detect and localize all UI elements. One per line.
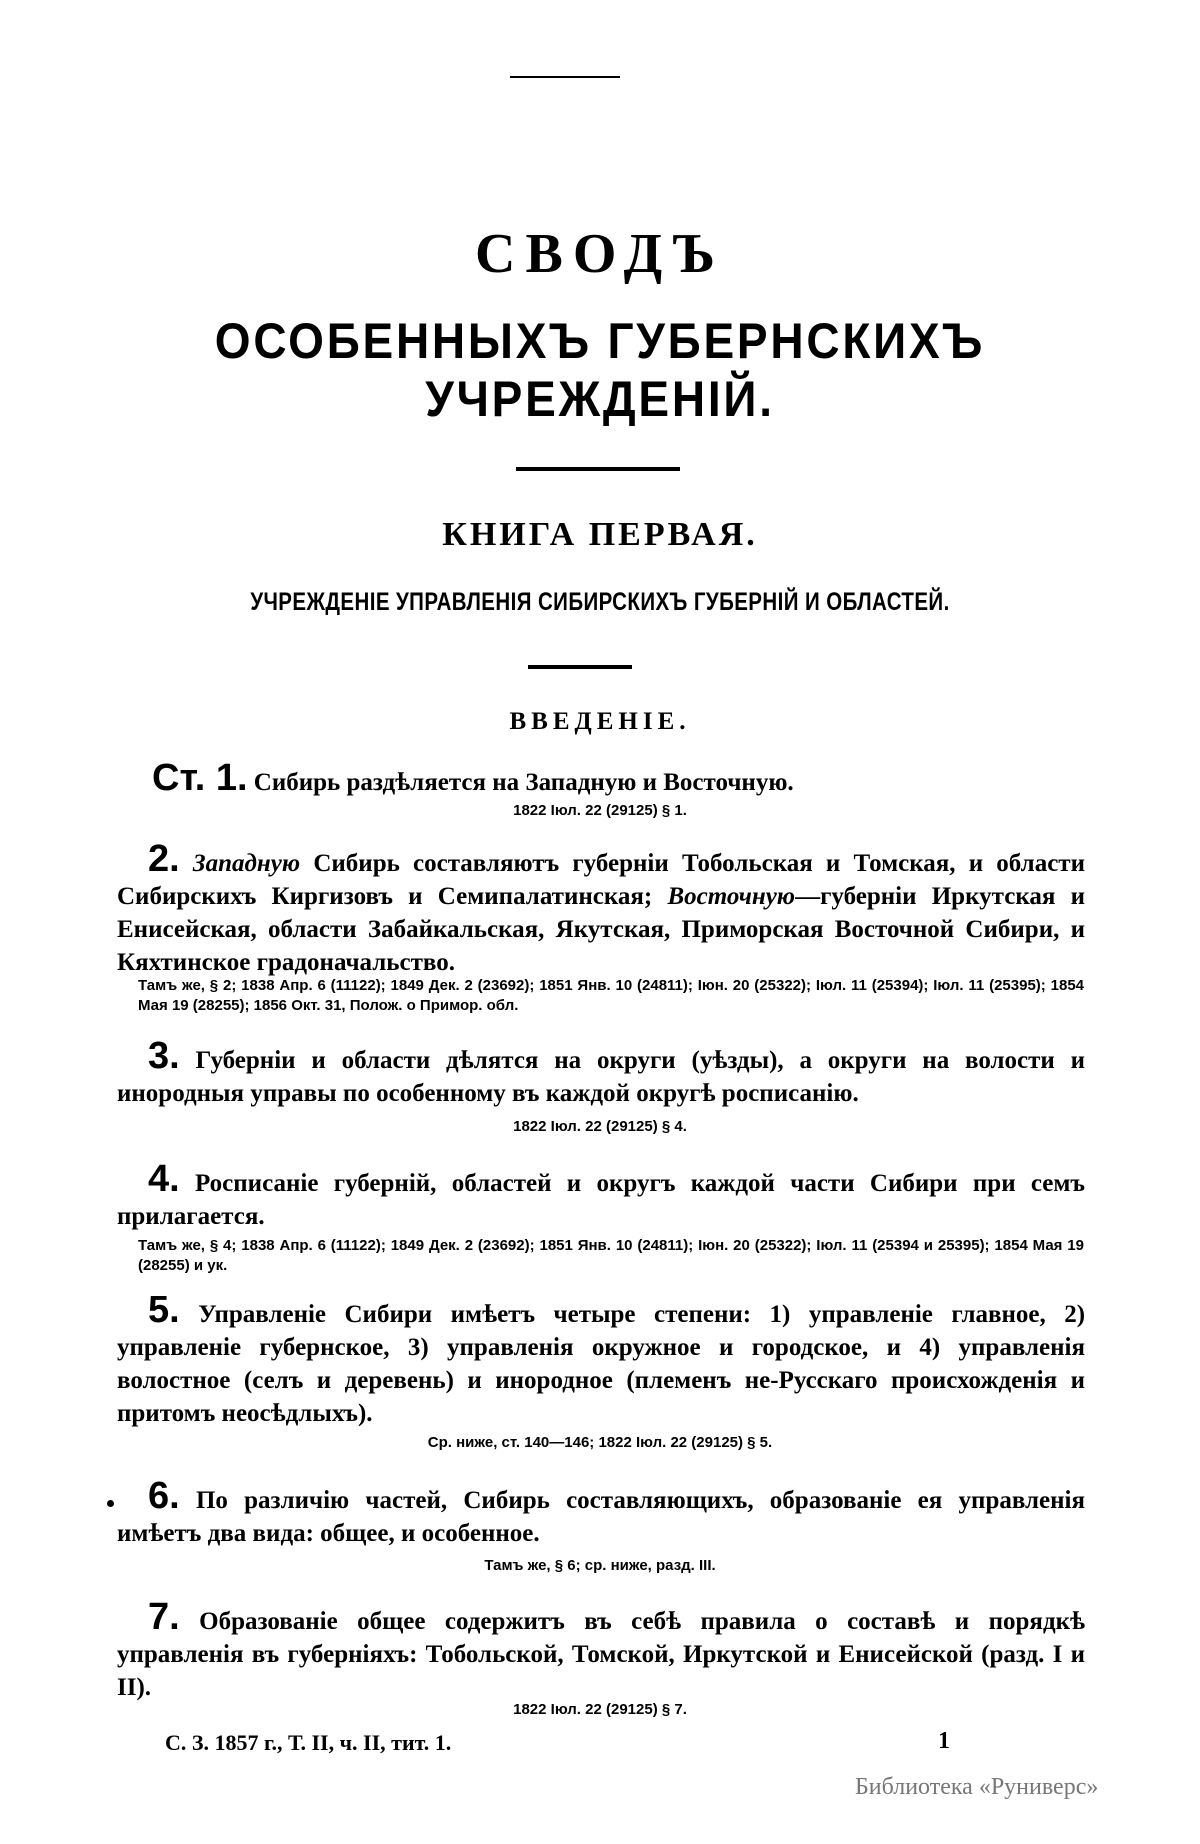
article-6 xyxy=(117,1475,1086,1550)
article-number: 6. xyxy=(148,1475,180,1517)
article-4 xyxy=(117,1158,1086,1233)
article-text: Сибирь раздѣляется на Западную и Восточную. xyxy=(253,769,794,796)
article-text: Губерніи и области дѣлятся на округи (уѣзды), а округи на волости и инородныя управы по особенному въ каждой округѣ росписанію. xyxy=(117,1047,1086,1107)
article-italic: Западную xyxy=(192,850,301,877)
subtitle-line-1: ОСОБЕННЫХЪ ГУБЕРНСКИХЪ xyxy=(214,313,986,369)
article-number: 4. xyxy=(148,1158,180,1200)
article-2 xyxy=(117,838,1085,979)
article-citation: 1822 Іюл. 22 (29125) § 4. xyxy=(513,1118,687,1135)
article-number: 2. xyxy=(148,838,180,880)
article-number: 5. xyxy=(148,1289,180,1331)
article-text: По различію частей, Сибирь составляющихъ, образованіе ея управленія имѣетъ два вида: общее, и особенное. xyxy=(117,1487,1086,1547)
article-number: Ст. 1. xyxy=(152,757,248,799)
article-citation: Ср. ниже, ст. 140—146; 1822 Іюл. 22 (29125) § 5. xyxy=(427,1434,773,1451)
article-7 xyxy=(117,1596,1085,1704)
article-number: 3. xyxy=(148,1035,180,1077)
section-heading: ВВЕДЕНІЕ. xyxy=(509,708,691,735)
title: СВОДЪ xyxy=(475,223,725,285)
article-text: Сибирь составляютъ губерніи Тобольская и Томская, и области Сибирскихъ Киргизовъ и Семипалатинская; xyxy=(117,850,1085,910)
book-title: УЧРЕЖДЕНІЕ УПРАВЛЕНІЯ СИБИРСКИХЪ ГУБЕРНІЙ И ОБЛАСТЕЙ. xyxy=(250,588,950,616)
article-3 xyxy=(117,1035,1086,1110)
article-citation: Тамъ же, § 2; 1838 Апр. 6 (11122); 1849 Дек. 2 (23692); 1851 Янв. 10 (24811); Іюн. 20 (25322); Іюл. 11 (25394); Іюл. 11 (25395); 1854 Мая 19 (28255); 1856 Окт. 31, Полож. о Примор. обл. xyxy=(138,977,1084,1014)
footer-reference: С. З. 1857 г., Т. II, ч. II, тит. 1. xyxy=(165,1730,452,1755)
article-citation: 1822 Іюл. 22 (29125) § 1. xyxy=(513,802,687,819)
book-heading: КНИГА ПЕРВАЯ. xyxy=(442,516,758,553)
divider-2 xyxy=(528,665,632,669)
library-watermark: Библиотека «Руниверс» xyxy=(855,1774,1099,1800)
article-text: Росписаніе губерній, областей и округъ каждой части Сибири при семъ прилагается. xyxy=(117,1170,1086,1230)
stray-dot xyxy=(107,1500,114,1507)
article-5 xyxy=(117,1289,1086,1430)
page-number: 1 xyxy=(938,1728,950,1754)
article-text: Управленіе Сибири имѣетъ четыре степени: 1) управленіе главное, 2) управленіе губернское, 3) управленія окружное и городское, и 4) управленія волостное (селъ и деревень) и инородное (племенъ не-Русскаго происхожденія и притомъ неосѣдлыхъ). xyxy=(117,1301,1086,1427)
article-number: 7. xyxy=(148,1596,180,1638)
article-citation: Тамъ же, § 6; ср. ниже, разд. III. xyxy=(484,1557,716,1574)
article-citation: Тамъ же, § 4; 1838 Апр. 6 (11122); 1849 Дек. 2 (23692); 1851 Янв. 10 (24811); Іюн. 20 (25322); Іюл. 11 (25394 и 25395); 1854 Мая 19 (28255) и ук. xyxy=(138,1237,1084,1274)
top-rule xyxy=(510,76,620,78)
article-text: Образованіе общее содержитъ въ себѣ правила о составѣ и порядкѣ управленія въ губерніяхъ: Тобольской, Томской, Иркутской и Енисейской (разд. I и II). xyxy=(117,1608,1085,1701)
divider-1 xyxy=(516,467,680,471)
article-1 xyxy=(152,757,1082,799)
article-italic: Восточную xyxy=(667,883,796,910)
subtitle-line-2: УЧРЕЖДЕНІЙ. xyxy=(425,371,775,427)
article-citation: 1822 Іюл. 22 (29125) § 7. xyxy=(513,1701,687,1718)
article-text: —губерніи Иркутская и Енисейская, области Забайкальская, Якутская, Приморская Восточной Сибири, и Кяхтинское градоначальство. xyxy=(117,883,1085,976)
